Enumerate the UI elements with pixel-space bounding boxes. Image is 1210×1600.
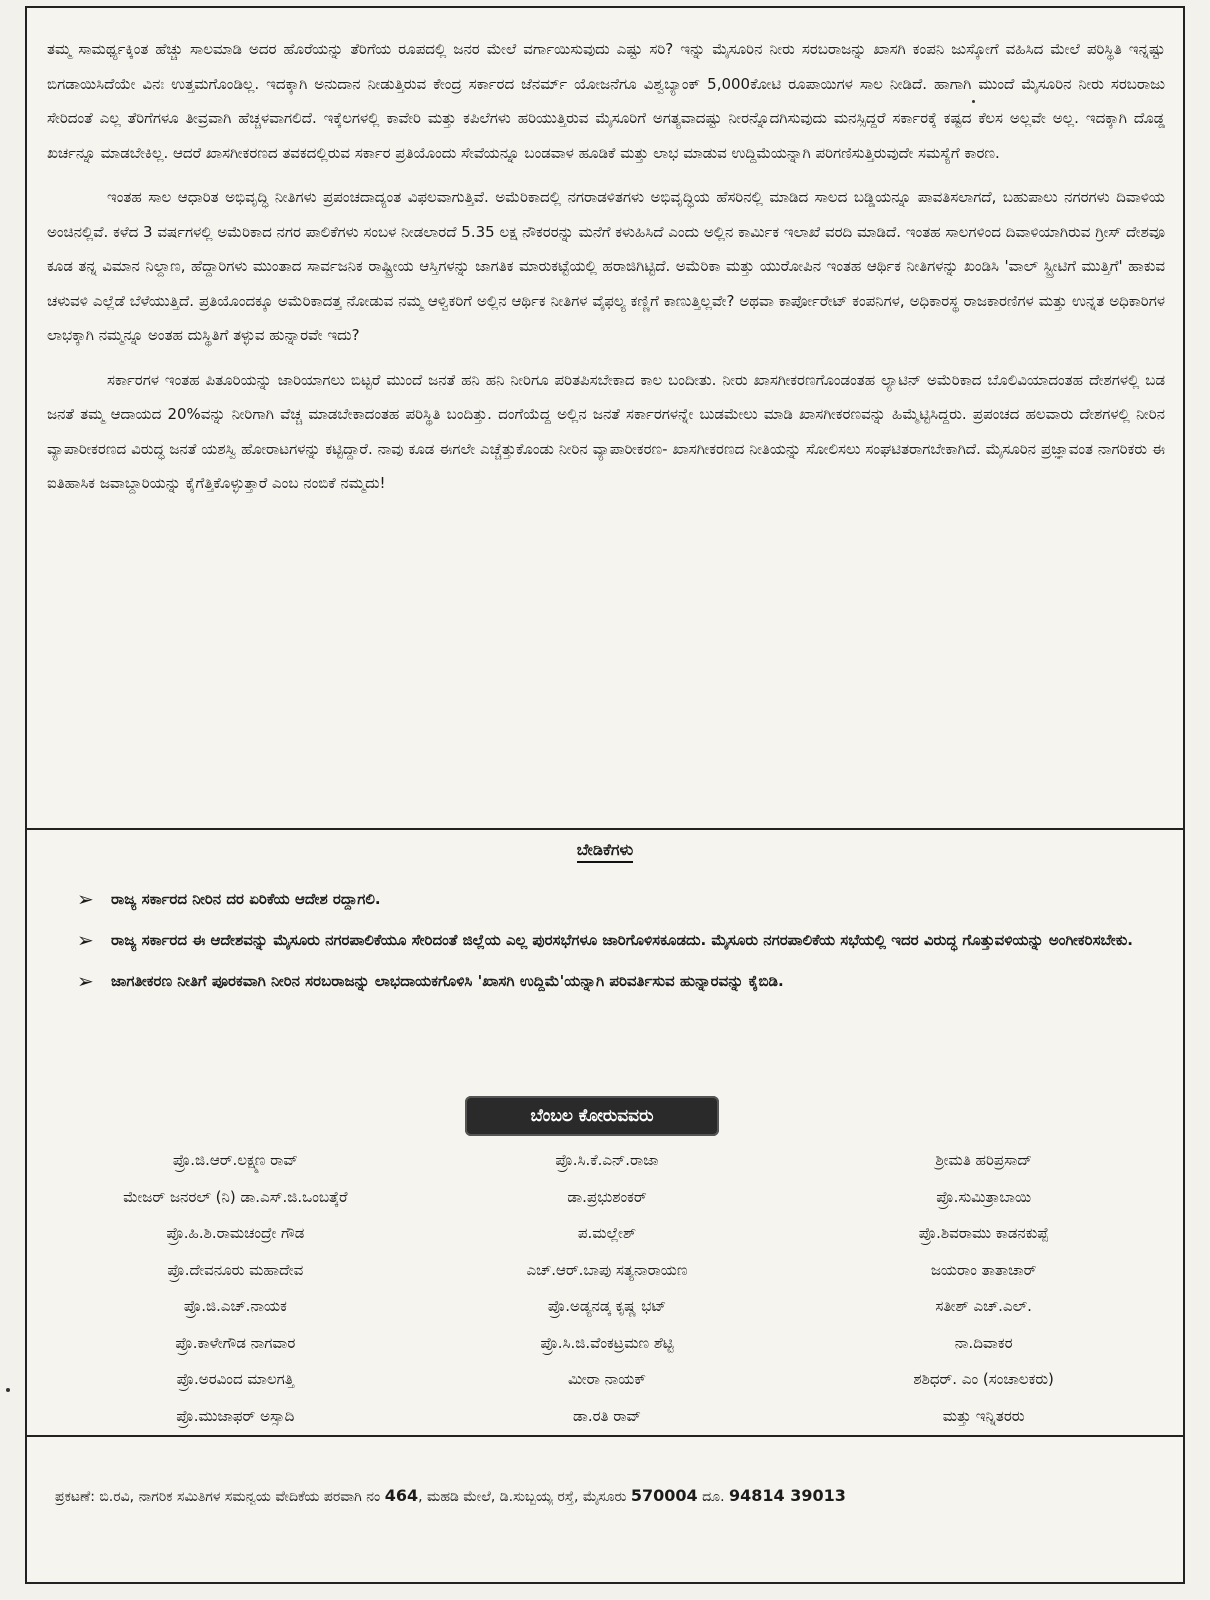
signatories-list bbox=[27, 1144, 1187, 1432]
demands-heading: ಬೇಡಿಕೆಗಳು bbox=[27, 840, 1183, 860]
door-number: 464 bbox=[384, 1486, 419, 1505]
paragraph: ತಮ್ಮ ಸಾಮರ್ಥ್ಯಕ್ಕಿಂತ ಹೆಚ್ಚು ಸಾಲಮಾಡಿ ಅದರ ಹೊರೆಯನ್ನು ತೆರಿಗೆಯ ರೂಪದಲ್ಲಿ ಜನರ ಮೇಲೆ ವರ್ಗಾಯಿಸುವುದು ಎಷ್ಟು ಸರಿ? ಇನ್ನು ಮೈಸೂರಿನ ನೀರು ಸರಬರಾಜನ್ನು ಖಾಸಗಿ ಕಂಪನಿ ಜುಸ್ಕೋಗೆ ವಹಿಸಿದ ಮೇಲೆ ಪರಿಸ್ಥಿತಿ ಇನ್ನಷ್ಟು ಬಿಗಡಾಯಿಸಿದೆಯೇ ವಿನಃ ಉತ್ತಮಗೊಂಡಿಲ್ಲ. ಇದಕ್ಕಾಗಿ ಅನುದಾನ ನೀಡುತ್ತಿರುವ ಕೇಂದ್ರ ಸರ್ಕಾರದ ಜೆನರ್ಮ್ ಯೋಜನೆಗೂ ವಿಶ್ವಬ್ಯಾಂಕ್ 5,000ಕೋಟಿ ರೂಪಾಯಿಗಳ ಸಾಲ ನೀಡಿದೆ. ಹಾಗಾಗಿ ಮುಂದೆ ಮೈಸೂರಿನ ನೀರು ಸರಬರಾಜು ಸೇರಿದಂತೆ ಎಲ್ಲ ತೆರಿಗೆಗಳೂ ತೀವ್ರವಾಗಿ ಹೆಚ್ಚಳವಾಗಲಿದೆ. ಇಕ್ಕೆಲಗಳಲ್ಲಿ ಕಾವೇರಿ ಮತ್ತು ಕಪಿಲೆಗಳು ಹರಿಯುತ್ತಿರುವ ಮೈಸೂರಿಗೆ ಅಗತ್ಯವಾದಷ್ಟು ನೀರನ್ನೊದಗಿಸುವುದು ಮನಸ್ಸಿದ್ದರೆ ಸರ್ಕಾರಕ್ಕೆ ಕಷ್ಟದ ಕೆಲಸ ಅಲ್ಲವೇ ಅಲ್ಲ. ಇದಕ್ಕಾಗಿ ದೊಡ್ಡ ಖರ್ಚನ್ನೂ ಮಾಡಬೇಕಿಲ್ಲ. ಆದರೆ ಖಾಸಗೀಕರಣದ ತವಕದಲ್ಲಿರುವ ಸರ್ಕಾರ ಪ್ರತಿಯೊಂದು ಸೇವೆಯನ್ನೂ ಬಂಡವಾಳ ಹೂಡಿಕೆ ಮತ್ತು ಲಾಭ ಮಾಡುವ ಉದ್ದಿಮೆಯನ್ನಾಗಿ ಪರಿಗಣಿಸುತ್ತಿರುವುದೇ ಸಮಸ್ಯೆಗೆ ಕಾರಣ. bbox=[47, 40, 1165, 162]
demand-item: ➢ ರಾಜ್ಯ ಸರ್ಕಾರದ ಈ ಆದೇಶವನ್ನು ಮೈಸೂರು ನಗರಪಾಲಿಕೆಯೂ ಸೇರಿದಂತೆ ಜಿಲ್ಲೆಯ ಎಲ್ಲ ಪುರಸಭೆಗಳೂ ಜಾರಿಗೊಳಿಸಕೂಡದು. ಮೈಸೂರು ನಗರಪಾಲಿಕೆಯ ಸಭೆಯಲ್ಲಿ ಇದರ ವಿರುದ್ಧ ಗೊತ್ತುವಳಿಯನ್ನು ಅಂಗೀಕರಿಸಬೇಕು. bbox=[77, 923, 1157, 958]
demand-item: ➢ ಜಾಗತೀಕರಣ ನೀತಿಗೆ ಪೂರಕವಾಗಿ ನೀರಿನ ಸರಬರಾಜನ್ನು ಲಾಭದಾಯಕಗೊಳಿಸಿ 'ಖಾಸಗಿ ಉದ್ದಿಮೆ'ಯನ್ನಾಗಿ ಪರಿವರ್ತಿಸುವ ಹುನ್ನಾರವನ್ನು ಕೈಬಿಡಿ. bbox=[77, 964, 1157, 999]
phone-number: 94814 39013 bbox=[729, 1486, 846, 1505]
pamphlet-page bbox=[25, 6, 1185, 1584]
signatory-name: ಮತ್ತು ಇನ್ನಿತರರು bbox=[942, 1406, 1025, 1425]
footer-divider bbox=[27, 1435, 1183, 1437]
signatory-name: ಪ್ರೊ.ಜಿ.ಆರ್.ಲಕ್ಷ್ಮಣ ರಾವ್ bbox=[172, 1151, 298, 1169]
signatory-name: ಸತೀಶ್ ಎಚ್.ಎಲ್. bbox=[935, 1297, 1032, 1315]
signatory-name: ಪ್ರೊ.ಮುಜಾಫರ್ ಅಸ್ಸಾದಿ bbox=[176, 1406, 295, 1425]
signatory-name: ಪ್ರೊ.ಶಿವರಾಮು ಕಾಡನಕುಪ್ಪೆ bbox=[918, 1224, 1049, 1242]
pin-code: 570004 bbox=[630, 1486, 698, 1505]
signatory-name: ಪ್ರೊ.ದೇವನೂರು ಮಹಾದೇವ bbox=[167, 1260, 304, 1279]
signatory-name: ಶ್ರೀಮತಿ ಹರಿಪ್ರಸಾದ್ bbox=[935, 1151, 1032, 1169]
paragraph: ಇಂತಹ ಸಾಲ ಆಧಾರಿತ ಅಭಿವೃದ್ಧಿ ನೀತಿಗಳು ಪ್ರಪಂಚದಾದ್ಯಂತ ವಿಫಲವಾಗುತ್ತಿವೆ. ಅಮೆರಿಕಾದಲ್ಲಿ ನಗರಾಡಳಿತಗಳು ಅಭಿವೃದ್ಧಿಯ ಹೆಸರಿನಲ್ಲಿ ಮಾಡಿದ ಸಾಲದ ಬಡ್ಡಿಯನ್ನೂ ಪಾವತಿಸಲಾಗದೆ, ಬಹುಪಾಲು ನಗರಗಳು ದಿವಾಳಿಯ ಅಂಚಿನಲ್ಲಿವೆ. ಕಳೆದ 3 ವರ್ಷಗಳಲ್ಲಿ ಅಮೆರಿಕಾದ ನಗರ ಪಾಲಿಕೆಗಳು ಸಂಬಳ ನೀಡಲಾರದೆ 5.35 ಲಕ್ಷ ನೌಕರರನ್ನು ಮನೆಗೆ ಕಳುಹಿಸಿದೆ ಎಂದು ಅಲ್ಲಿನ ಕಾರ್ಮಿಕ ಇಲಾಖೆ ವರದಿ ಮಾಡಿದೆ. ಇಂತಹ ಸಾಲಗಳಿಂದ ದಿವಾಳಿಯಾಗಿರುವ ಗ್ರೀಸ್ ದೇಶವೂ ಕೂಡ ತನ್ನ ವಿಮಾನ ನಿಲ್ದಾಣ, ಹೆದ್ದಾರಿಗಳು ಮುಂತಾದ ಸಾರ್ವಜನಿಕ ರಾಷ್ಟ್ರೀಯ ಆಸ್ತಿಗಳನ್ನು ಜಾಗತಿಕ ಮಾರುಕಟ್ಟೆಯಲ್ಲಿ ಹರಾಜಿಗಿಟ್ಟಿದೆ. ಅಮೆರಿಕಾ ಮತ್ತು ಯುರೋಪಿನ ಇಂತಹ ಆರ್ಥಿಕ ನೀತಿಗಳನ್ನು ಖಂಡಿಸಿ 'ವಾಲ್ ಸ್ಟ್ರೀಟಿಗೆ ಮುತ್ತಿಗೆ' ಹಾಕುವ ಚಳುವಳಿ ಎಲ್ಲೆಡೆ ಬೆಳೆಯುತ್ತಿದೆ. ಪ್ರತಿಯೊಂದಕ್ಕೂ ಅಮೆರಿಕಾದತ್ತ ನೋಡುವ ನಮ್ಮ ಆಳ್ವಿಕರಿಗೆ ಅಲ್ಲಿನ ಆರ್ಥಿಕ ನೀತಿಗಳ ವೈಫಲ್ಯ ಕಣ್ಣಿಗೆ ಕಾಣುತ್ತಿಲ್ಲವೇ? ಅಥವಾ ಕಾರ್ಪೋರೇಟ್ ಕಂಪನಿಗಳ, ಅಧಿಕಾರಸ್ಥ ರಾಜಕಾರಣಿಗಳ ಮತ್ತು ಉನ್ನತ ಅಧಿಕಾರಿಗಳ ಲಾಭಕ್ಕಾಗಿ ನಮ್ಮನ್ನೂ ಅಂತಹ ದುಸ್ಥಿತಿಗೆ ತಳ್ಳುವ ಹುನ್ನಾರವೇ ಇದು? bbox=[47, 188, 1165, 344]
paragraph: ಸರ್ಕಾರಗಳ ಇಂತಹ ಪಿತೂರಿಯನ್ನು ಜಾರಿಯಾಗಲು ಬಿಟ್ಟರೆ ಮುಂದೆ ಜನತೆ ಹನಿ ಹನಿ ನೀರಿಗೂ ಪರಿತಪಿಸಬೇಕಾದ ಕಾಲ ಬಂದೀತು. ನೀರು ಖಾಸಗೀಕರಣಗೊಂಡಂತಹ ಲ್ಯಾಟಿನ್ ಅಮೆರಿಕಾದ ಬೊಲಿವಿಯಾದಂತಹ ದೇಶಗಳಲ್ಲಿ ಬಡ ಜನತೆ ತಮ್ಮ ಆದಾಯದ 20%ವನ್ನು ನೀರಿಗಾಗಿ ವೆಚ್ಚ ಮಾಡಬೇಕಾದಂತಹ ಪರಿಸ್ಥಿತಿ ಬಂದಿತ್ತು. ದಂಗೆಯೆದ್ದ ಅಲ್ಲಿನ ಜನತೆ ಸರ್ಕಾರಗಳನ್ನೇ ಬುಡಮೇಲು ಮಾಡಿ ಖಾಸಗೀಕರಣವನ್ನು ಹಿಮ್ಮೆಟ್ಟಿಸಿದ್ದರು. ಪ್ರಪಂಚದ ಹಲವಾರು ದೇಶಗಳಲ್ಲಿ ನೀರಿನ ವ್ಯಾಪಾರೀಕರಣದ ವಿರುದ್ಧ ಜನತೆ ಯಶಸ್ವಿ ಹೋರಾಟಗಳನ್ನು ಕಟ್ಟಿದ್ದಾರೆ. ನಾವು ಕೂಡ ಈಗಲೇ ಎಚ್ಚೆತ್ತುಕೊಂಡು ನೀರಿನ ವ್ಯಾಪಾರೀಕರಣ- ಖಾಸಗೀಕರಣದ ನೀತಿಯನ್ನು ಸೋಲಿಸಲು ಸಂಘಟಿತರಾಗಬೇಕಾಗಿದೆ. ಮೈಸೂರಿನ ಪ್ರಜ್ಞಾವಂತ ನಾಗರಿಕರು ಈ ಐತಿಹಾಸಿಕ ಜವಾಬ್ದಾರಿಯನ್ನು ಕೈಗೆತ್ತಿಕೊಳ್ಳುತ್ತಾರೆ ಎಂಬ ನಂಬಿಕೆ ನಮ್ಮದು! bbox=[47, 370, 1165, 492]
signatory-name: ಪ್ರೊ.ಅಡ್ಯನಡ್ಕ ಕೃಷ್ಣ ಭಟ್ bbox=[547, 1297, 667, 1315]
signatory-name: ಪ್ರೊ.ಅರವಿಂದ ಮಾಲಗತ್ತಿ bbox=[176, 1370, 295, 1388]
signatory-name: ಶಶಿಧರ್. ಎಂ (ಸಂಚಾಲಕರು) bbox=[913, 1370, 1054, 1388]
supporters-heading: ಬೆಂಬಲ ಕೋರುವವರು bbox=[465, 1096, 719, 1136]
signatory-name: ಪ.ಮಲ್ಲೇಶ್ bbox=[577, 1224, 637, 1242]
signatory-name: ಮೇಜರ್ ಜನರಲ್ (ನಿ) ಡಾ.ಎಸ್.ಜಿ.ಒಂಬತ್ಕೆರೆ bbox=[123, 1187, 348, 1206]
demands-list bbox=[77, 882, 1157, 1005]
signatory-name: ಡಾ.ರತಿ ರಾವ್ bbox=[572, 1406, 641, 1425]
arrow-bullet-icon: ➢ bbox=[77, 887, 94, 911]
signatory-name: ಮೀರಾ ನಾಯಕ್ bbox=[568, 1370, 646, 1388]
article-body bbox=[47, 32, 1165, 511]
arrow-bullet-icon: ➢ bbox=[77, 969, 94, 993]
signatory-name: ಪ್ರೊ.ಸುಮಿತ್ರಾಬಾಯಿ bbox=[936, 1187, 1032, 1206]
signatory-name: ಪ್ರೊ.ಹಿ.ಶಿ.ರಾಮಚಂದ್ರೇ ಗೌಡ bbox=[166, 1224, 305, 1242]
signatory-name: ಪ್ರೊ.ಕಾಳೇಗೌಡ ನಾಗವಾರ bbox=[175, 1333, 296, 1352]
section-divider bbox=[27, 828, 1183, 830]
signatory-name: ನಾ.ದಿವಾಕರ bbox=[954, 1333, 1013, 1352]
signatory-name: ಎಚ್.ಆರ್.ಬಾಪು ಸತ್ಯನಾರಾಯಣ bbox=[526, 1260, 688, 1279]
signatory-name: ಪ್ರೊ.ಸಿ.ಜಿ.ವೆಂಕಟ್ರಮಣ ಶೆಟ್ಟಿ bbox=[540, 1333, 674, 1352]
specks bbox=[6, 1388, 10, 1392]
publisher-footer: ಪ್ರಕಟಣೆ: ಬಿ.ರವಿ, ನಾಗರಿಕ ಸಮಿತಿಗಳ ಸಮನ್ವಯ ವೇದಿಕೆಯ ಪರವಾಗಿ ನಂ 464, ಮಹಡಿ ಮೇಲೆ, ಡಿ.ಸುಬ್ಬಯ್ಯ ರಸ್ತೆ, ಮೈಸೂರು 570004 ದೂ. 94814 39013 bbox=[55, 1486, 846, 1505]
demand-item: ➢ ರಾಜ್ಯ ಸರ್ಕಾರದ ನೀರಿನ ದರ ಏರಿಕೆಯ ಆದೇಶ ರದ್ದಾಗಲಿ. bbox=[77, 882, 1157, 917]
signatory-name: ಡಾ.ಪ್ರಭುಶಂಕರ್ bbox=[567, 1187, 647, 1206]
specks bbox=[972, 100, 975, 103]
arrow-bullet-icon: ➢ bbox=[77, 928, 94, 952]
signatory-name: ಪ್ರೊ.ಜಿ.ಎಚ್.ನಾಯಕ bbox=[183, 1297, 287, 1315]
signatory-name: ಪ್ರೊ.ಸಿ.ಕೆ.ಎನ್.ರಾಜಾ bbox=[555, 1151, 659, 1169]
signatory-name: ಜಯರಾಂ ತಾತಾಚಾರ್ bbox=[930, 1260, 1037, 1279]
